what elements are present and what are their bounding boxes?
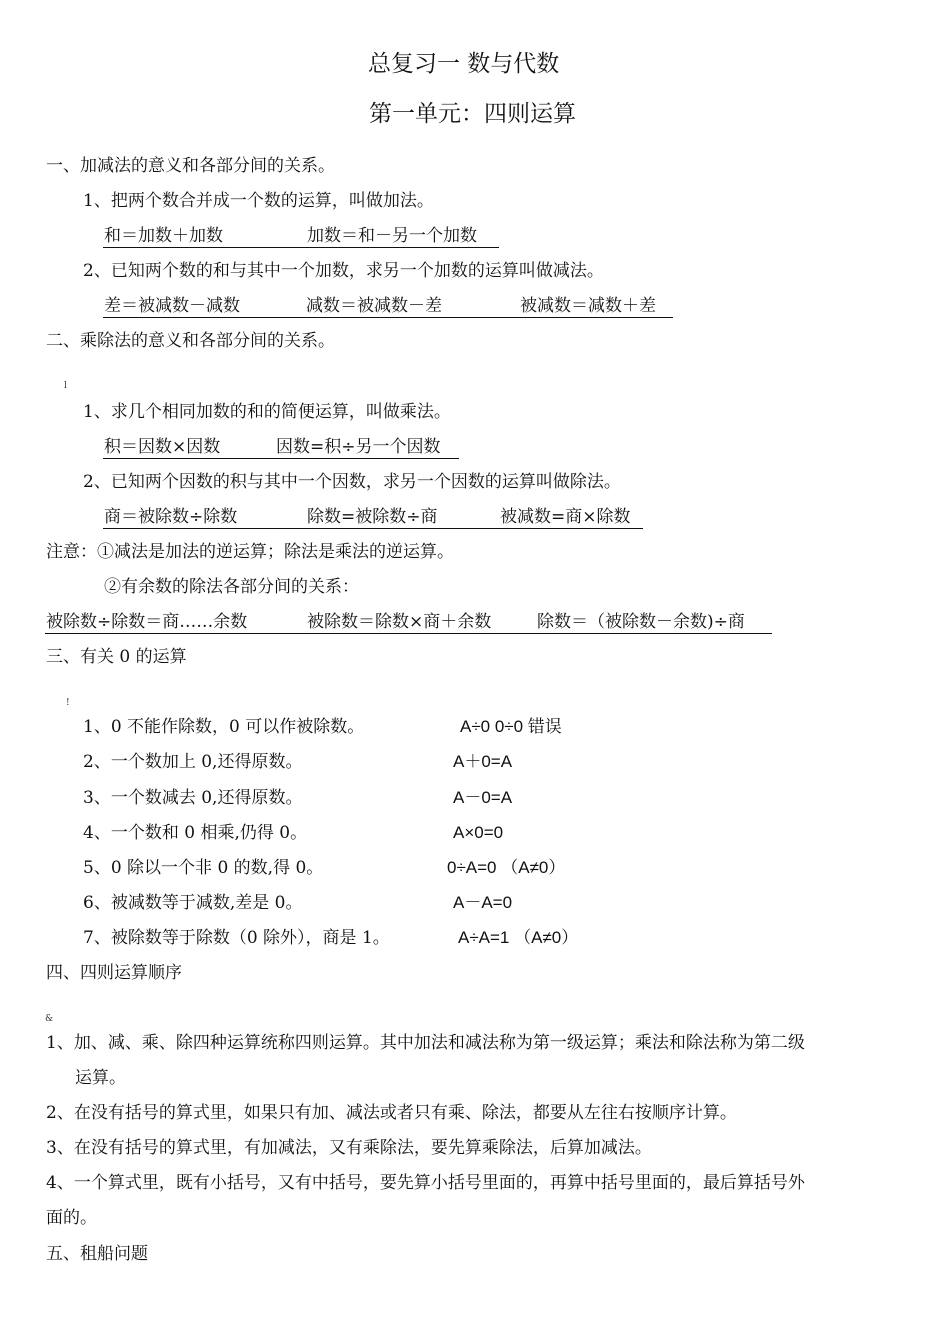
order-rule-2: 2、在没有括号的算式里，如果只有加、减法或者只有乘、除法，都要从左往右按顺序计算。	[46, 1103, 737, 1123]
order-rule-3: 3、在没有括号的算式里，有加减法，又有乘除法，要先算乘除法，后算加减法。	[46, 1138, 652, 1158]
section-2-heading: 二、乘除法的意义和各部分间的关系。	[46, 331, 335, 351]
formula-addend: 加数＝和－另一个加数	[307, 226, 477, 246]
zero-rule-formula: A＋0=A	[453, 752, 513, 771]
multiplication-definition: 1、求几个相同加数的和的简便运算，叫做乘法。	[83, 402, 451, 422]
section-3-heading: 三、有关 0 的运算	[46, 647, 187, 667]
formula-remainder-divisor: 除数＝（被除数－余数)÷商	[537, 612, 745, 632]
addition-definition: 1、把两个数合并成一个数的运算，叫做加法。	[83, 191, 434, 211]
zero-rule-text: 1、0 不能作除数，0 可以作被除数。	[83, 717, 365, 737]
zero-rule-text: 5、0 除以一个非 0 的数,得 0。	[83, 858, 324, 878]
stray-mark: &	[45, 1014, 54, 1024]
formula-dividend: 被减数=商×除数	[500, 507, 631, 527]
zero-rule-formula: A－A=0	[453, 893, 513, 912]
stray-mark: l	[64, 381, 67, 391]
zero-rule-text: 4、一个数和 0 相乘,仍得 0。	[83, 823, 308, 843]
formula-underline	[103, 317, 673, 318]
subtraction-definition: 2、已知两个数的和与其中一个加数，求另一个加数的运算叫做减法。	[83, 261, 604, 281]
section-1-heading: 一、加减法的意义和各部分间的关系。	[46, 156, 335, 176]
formula-quotient: 商＝被除数÷除数	[104, 507, 238, 527]
formula-underline	[103, 528, 643, 529]
stray-mark: !	[66, 698, 70, 708]
zero-rule-text: 7、被除数等于除数（0 除外），商是 1。	[83, 928, 390, 948]
order-rule-1: 1、加、减、乘、除四种运算统称四则运算。其中加法和减法称为第一级运算；乘法和除法称为第二级	[46, 1033, 805, 1053]
zero-rule-formula: A－0=A	[453, 788, 513, 807]
unit-title: 第一单元：四则运算	[369, 101, 576, 127]
formula-remainder-dividend: 被除数＝除数×商＋余数	[307, 612, 492, 632]
note-remainder-division: ②有余数的除法各部分间的关系：	[104, 577, 359, 597]
formula-underline	[103, 247, 499, 248]
zero-rule-formula: A÷A=1 （A≠0）	[458, 928, 579, 947]
zero-rule-text: 2、一个数加上 0,还得原数。	[83, 752, 303, 772]
zero-rule-formula: A×0=0	[453, 823, 504, 842]
order-rule-4: 4、一个算式里，既有小括号，又有中括号，要先算小括号里面的，再算中括号里面的，最后算括号外	[46, 1173, 805, 1193]
formula-underline	[103, 458, 459, 459]
formula-remainder: 被除数÷除数＝商……余数	[46, 612, 248, 632]
order-rule-4-continued: 面的。	[46, 1208, 97, 1228]
formula-sum: 和＝加数＋加数	[104, 226, 223, 246]
formula-underline	[45, 633, 772, 634]
order-rule-1-continued: 运算。	[75, 1068, 126, 1088]
formula-product: 积＝因数×因数	[104, 437, 221, 457]
zero-rule-formula: 0÷A=0 （A≠0）	[447, 858, 566, 877]
zero-rule-formula: A÷0 0÷0 错误	[460, 717, 562, 736]
section-4-heading: 四、四则运算顺序	[46, 963, 182, 983]
formula-minuend: 被减数＝减数＋差	[520, 296, 656, 316]
formula-divisor: 除数=被除数÷商	[307, 507, 438, 527]
division-definition: 2、已知两个因数的积与其中一个因数，求另一个因数的运算叫做除法。	[83, 472, 621, 492]
zero-rule-text: 3、一个数减去 0,还得原数。	[83, 788, 303, 808]
formula-difference: 差＝被减数－减数	[104, 296, 240, 316]
note-inverse-operations: 注意：①减法是加法的逆运算；除法是乘法的逆运算。	[46, 542, 454, 562]
section-5-heading: 五、租船问题	[46, 1244, 148, 1264]
formula-subtrahend: 减数＝被减数－差	[306, 296, 442, 316]
formula-factor: 因数=积÷另一个因数	[276, 437, 441, 457]
page-title: 总复习一 数与代数	[368, 51, 560, 77]
zero-rule-text: 6、被减数等于减数,差是 0。	[83, 893, 303, 913]
